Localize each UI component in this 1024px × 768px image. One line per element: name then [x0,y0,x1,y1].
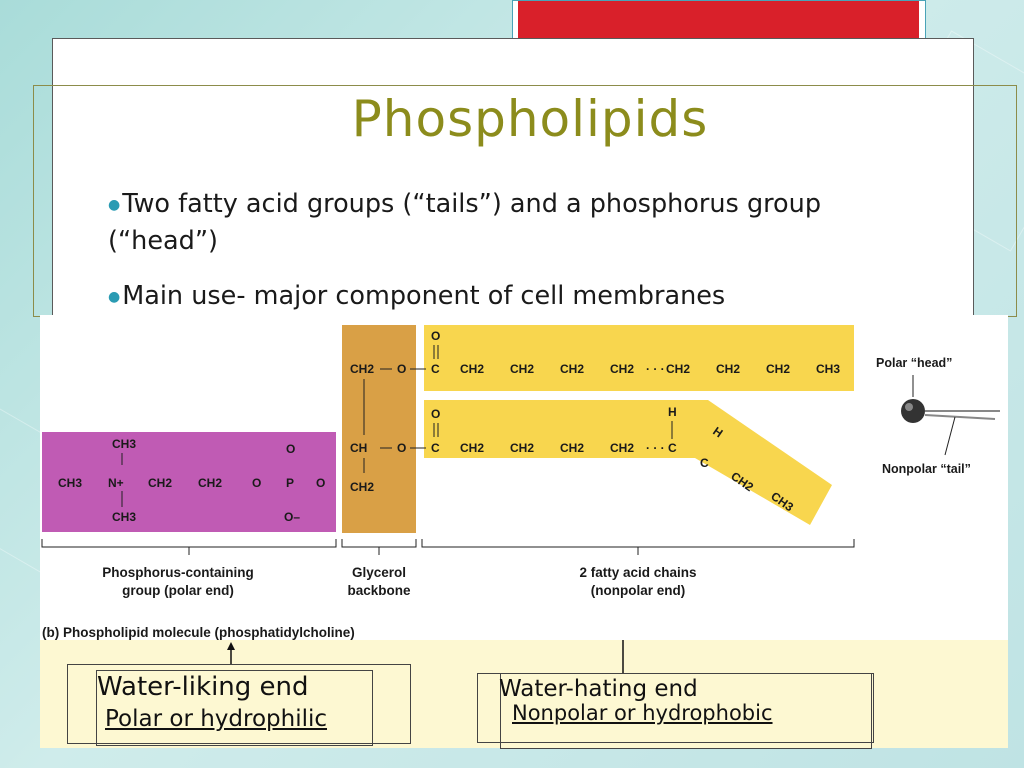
head-ch2-b: CH2 [198,476,223,490]
bullet-text: Main use- major component of cell membranes [122,281,726,311]
chain1-group: CH2 [766,362,791,376]
head-oxygen-bottom: O– [284,510,301,524]
head-ch3-left: CH3 [58,476,83,490]
head-oxygen-2: O [316,476,326,490]
phosphorus-group-label: Phosphorus-containing [102,565,254,580]
chain2-carbonyl-o: O [431,407,441,421]
chain2-tail-ch2: CH2 [728,468,756,495]
bullet-text: Two fatty acid groups (“tails”) and a phosphorus group (“head”) [108,189,822,256]
chain2-hydrogen-2: H [710,423,726,441]
chain1-groups [460,362,840,376]
nonpolar-tail-label: Nonpolar “tail” [882,462,971,476]
chain1-group: CH2 [716,362,741,376]
phospholipid-diagram [40,315,1008,645]
chain1-oxygen: O [397,362,407,376]
hydrophobic-label: Nonpolar or hydrophobic [512,701,773,725]
fatty-acid-sublabel: (nonpolar end) [590,583,686,598]
chain1-group: CH2 [666,362,691,376]
glycerol-label: Glycerol [351,565,407,580]
head-oxygen-1: O [252,476,262,490]
head-ch3-top: CH3 [112,437,137,451]
chain2-carbon: C [431,441,440,455]
glycerol-ch2-top: CH2 [350,362,375,376]
chain1-group: CH2 [610,362,635,376]
phosphorus-group-sublabel: group (polar end) [122,583,234,598]
bullet-dot-icon: ● [108,197,121,213]
polar-head-icon [901,399,925,423]
chain2-tail-ch3: CH3 [768,488,796,515]
chain2-oxygen: O [397,441,407,455]
head-nitrogen: N+ [108,476,124,490]
nonpolar-tail-icon [925,411,1000,419]
chain2-dots: · · · [646,441,665,455]
bullet-item [108,186,938,259]
water-hating-label: Water-hating end [499,676,698,702]
chain1-carbonyl-o: O [431,329,441,343]
glycerol-highlight [342,325,416,533]
chain2-group: CH2 [560,441,585,455]
polar-head-label: Polar “head” [876,356,953,370]
arrow-up-icon [227,642,235,650]
figure-caption: (b) Phospholipid molecule (phosphatidylcholine) [42,625,355,640]
hydrophilic-label: Polar or hydrophilic [105,706,328,732]
water-liking-label: Water-liking end [97,672,309,702]
chain1-dots: · · · [646,362,665,376]
glycerol-ch2-bottom: CH2 [350,480,375,494]
slide-title: Phospholipids [351,90,709,148]
bullet-item [108,278,938,315]
glycerol-ch: CH [350,441,368,455]
head-ch3-bottom: CH3 [112,510,137,524]
phospholipid-figure [40,315,1008,645]
chain1-group: CH2 [510,362,535,376]
chain2-group: CH2 [460,441,485,455]
chain1-group: CH2 [460,362,485,376]
chain2-hydrogen: H [668,405,677,419]
head-oxygen-top: O [286,442,296,456]
head-ch2-a: CH2 [148,476,173,490]
chain2-group: CH2 [610,441,635,455]
bullet-dot-icon: ● [108,289,121,305]
chain2-tail-c: C [700,456,709,470]
chain2-double-c: C [668,441,677,455]
fatty-acid-label: 2 fatty acid chains [579,565,697,580]
glycerol-sublabel: backbone [347,583,411,598]
chain1-highlight [424,325,854,391]
chain1-group: CH2 [560,362,585,376]
chain1-carbon: C [431,362,440,376]
chain2-highlight [424,400,832,525]
head-phosphorus: P [286,476,295,490]
chain2-group: CH2 [510,441,535,455]
chain1-group: CH3 [816,362,841,376]
